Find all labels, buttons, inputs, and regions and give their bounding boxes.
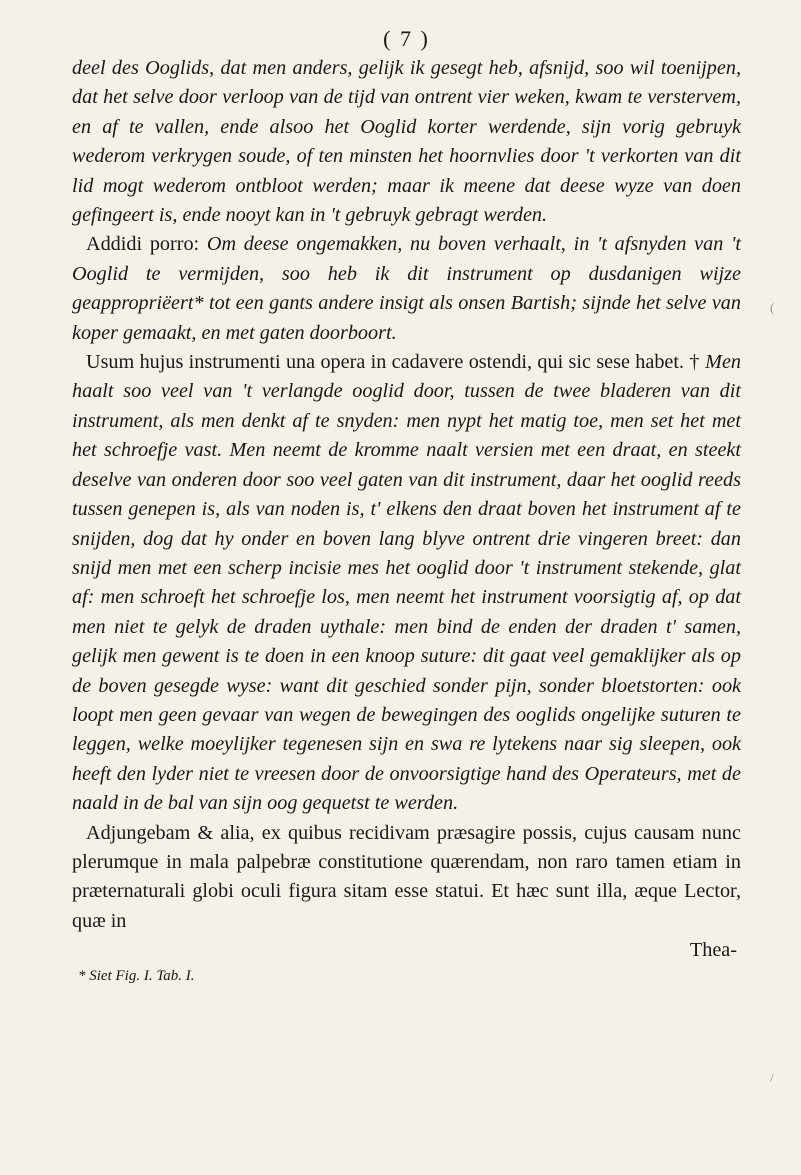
paragraph-p3 — [72, 348, 741, 819]
catchword: Thea- — [689, 939, 737, 962]
text-segment: Usum hujus instrumenti una opera in cadavere ostendi, qui sic sese habet. † — [86, 351, 706, 374]
text-segment: Adjungebam & alia, ex quibus recidivam præsagire possis, cujus causam nunc plerumque in mala palpebræ constitutione quærendam, non raro tamen etiam in præternaturali globi oculi figura sitam esse statui. Et hæc sunt illa, æque Lector, quæ in — [72, 821, 741, 932]
footnote: * Siet Fig. I. Tab. I. — [78, 968, 195, 985]
text-segment: deel des Ooglids — [72, 57, 210, 79]
text-segment: dat men anders, gelijk ik gesegt heb, afsnijd, soo wil toenijpen, dat het selve door verloop van de tijd van ontrent vier weken, kwam te verstervem, en af te vallen, ende alsoo het Ooglid korter werdende, sijn vorig gebruyk wederom verkrygen soude, of ten minsten het hoornvlies door 't verkorten van dit lid mogt wederom ontbloot werden; maar ik meene dat deese wyze van doen gefingeert is, ende nooyt kan in 't gebruyk gebragt werden. — [72, 57, 742, 227]
paragraph-p4 — [72, 819, 741, 937]
body-text — [72, 54, 741, 936]
margin-mark: ( — [770, 300, 775, 315]
text-segment: Addidi porro: — [86, 233, 207, 256]
margin-mark: / — [770, 1070, 774, 1085]
paragraph-p2 — [72, 230, 741, 348]
text-segment: , — [209, 57, 221, 79]
text-segment: Om deese ongemakken, nu boven verhaalt, in 't afsnyden van 't Ooglid te vermijden, soo heb ik dit instrument op dusdanigen wijze geappropriëert* tot een gants andere insigt als onsen Bartish; sijnde het selve van koper gemaakt, en met gaten doorboort. — [72, 233, 741, 344]
text-segment: Men haalt soo veel van 't verlangde ooglid door, tussen de twee bladeren van dit instrument, als men denkt af te snyden: men nypt het matig toe, men set het met het schroefje vast. Men neemt de kromme naalt versien met een draat, en steekt deselve van onderen door soo veel gaten van dit instrument, daar het ooglid reeds tussen genepen is, als van noden is, t' elkens den draat boven het instrument af te snijden, dog dat hy onder en boven lang blyve ontrent drie vingeren breet: dan snijd men met een scherp incisie mes het ooglid door 't instrument stekende, glat af: men schroeft het schroefje los, men neemt het instrument voorsigtig af, op dat men niet te gelyk de draden uythale: men bind de enden der draden t' samen, gelijk men gewent is te doen in een knoop suture: dit gaat veel gemaklijker als op de boven gesegde wyse: want dit geschied sonder pijn, sonder bloetstorten: ook loopt men geen gevaar van wegen de bewegingen des ooglids ongelijke suturen te leggen, welke moeylijker tegenesen sijn en swa re lytekens naar sig sleepen, ook heeft den lyder niet te vreesen door de onvoorsigtige hand des Operateurs, met de naald in de bal van sijn oog gequetst te werden. — [72, 351, 741, 815]
page-number: ( 7 ) — [383, 26, 430, 51]
paragraph-p1 — [72, 54, 741, 230]
